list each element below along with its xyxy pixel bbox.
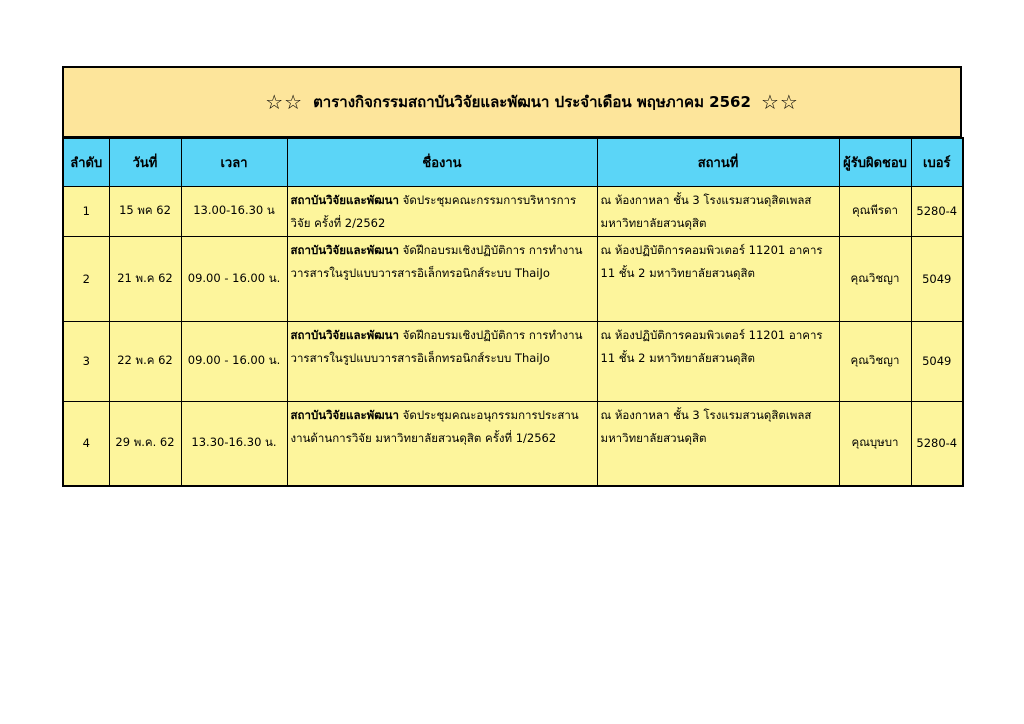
col-header-place: สถานที่: [597, 138, 839, 186]
col-header-person: ผู้รับผิดชอบ: [839, 138, 911, 186]
star-icon-left: ☆☆: [265, 90, 304, 114]
table-row: [63, 236, 963, 321]
col-header-date: วันที่: [109, 138, 181, 186]
cell-event: [287, 236, 597, 321]
table-row: [63, 401, 963, 486]
cell-date: 22 พ.ค 62: [109, 321, 181, 401]
activity-schedule-sheet: [62, 66, 962, 487]
cell-date: 21 พ.ค 62: [109, 236, 181, 321]
cell-date: 15 พค 62: [109, 186, 181, 236]
cell-event: [287, 186, 597, 236]
cell-place: ณ ห้องกาหลา ชั้น 3 โรงแรมสวนดุสิตเพลส มหาวิทยาลัยสวนดุสิต: [597, 401, 839, 486]
cell-time: 09.00 - 16.00 น.: [181, 236, 287, 321]
event-org: สถาบันวิจัยและพัฒนา: [290, 192, 399, 207]
cell-no: 3: [63, 321, 109, 401]
cell-event: [287, 401, 597, 486]
col-header-no: ลำดับ: [63, 138, 109, 186]
cell-place: ณ ห้องกาหลา ชั้น 3 โรงแรมสวนดุสิตเพลส มหาวิทยาลัยสวนดุสิต: [597, 186, 839, 236]
cell-no: 4: [63, 401, 109, 486]
table-row: [63, 186, 963, 236]
cell-phone: 5280-4: [911, 186, 963, 236]
cell-place: ณ ห้องปฏิบัติการคอมพิวเตอร์ 11201 อาคาร 11 ชั้น 2 มหาวิทยาลัยสวนดุสิต: [597, 321, 839, 401]
cell-no: 1: [63, 186, 109, 236]
schedule-title: ตารางกิจกรรมสถาบันวิจัยและพัฒนา ประจำเดือน พฤษภาคม 2562: [313, 93, 751, 111]
cell-person: คุณพีรดา: [839, 186, 911, 236]
cell-phone: 5049: [911, 321, 963, 401]
event-text: จัดประชุมคณะกรรมการบริหารการวิจัย ครั้งที่ 2/2562: [290, 192, 577, 230]
cell-person: คุณวิชญา: [839, 236, 911, 321]
star-icon-right: ☆☆: [760, 90, 799, 114]
cell-no: 2: [63, 236, 109, 321]
event-org: สถาบันวิจัยและพัฒนา: [290, 407, 399, 422]
event-text: จัดฝึกอบรมเชิงปฏิบัติการ การทำงานวารสารในรูปแบบวารสารอิเล็กทรอนิกส์ระบบ ThaiJo: [290, 327, 583, 365]
cell-person: คุณบุษบา: [839, 401, 911, 486]
col-header-time: เวลา: [181, 138, 287, 186]
cell-time: 09.00 - 16.00 น.: [181, 321, 287, 401]
table-header-row: [63, 138, 963, 186]
col-header-event: ชื่องาน: [287, 138, 597, 186]
cell-date: 29 พ.ค. 62: [109, 401, 181, 486]
cell-time: 13.00-16.30 น: [181, 186, 287, 236]
cell-phone: 5049: [911, 236, 963, 321]
event-text: จัดประชุมคณะอนุกรรมการประสานงานด้านการวิจัย มหาวิทยาลัยสวนดุสิต ครั้งที่ 1/2562: [290, 407, 579, 445]
cell-person: คุณวิชญา: [839, 321, 911, 401]
table-row: [63, 321, 963, 401]
cell-phone: 5280-4: [911, 401, 963, 486]
cell-event: [287, 321, 597, 401]
schedule-table: [62, 137, 964, 487]
event-org: สถาบันวิจัยและพัฒนา: [290, 327, 399, 342]
col-header-phone: เบอร์: [911, 138, 963, 186]
event-org: สถาบันวิจัยและพัฒนา: [290, 242, 399, 257]
schedule-title-bar: [62, 66, 962, 138]
cell-time: 13.30-16.30 น.: [181, 401, 287, 486]
event-text: จัดฝึกอบรมเชิงปฏิบัติการ การทำงานวารสารในรูปแบบวารสารอิเล็กทรอนิกส์ระบบ ThaiJo: [290, 242, 583, 280]
cell-place: ณ ห้องปฏิบัติการคอมพิวเตอร์ 11201 อาคาร 11 ชั้น 2 มหาวิทยาลัยสวนดุสิต: [597, 236, 839, 321]
